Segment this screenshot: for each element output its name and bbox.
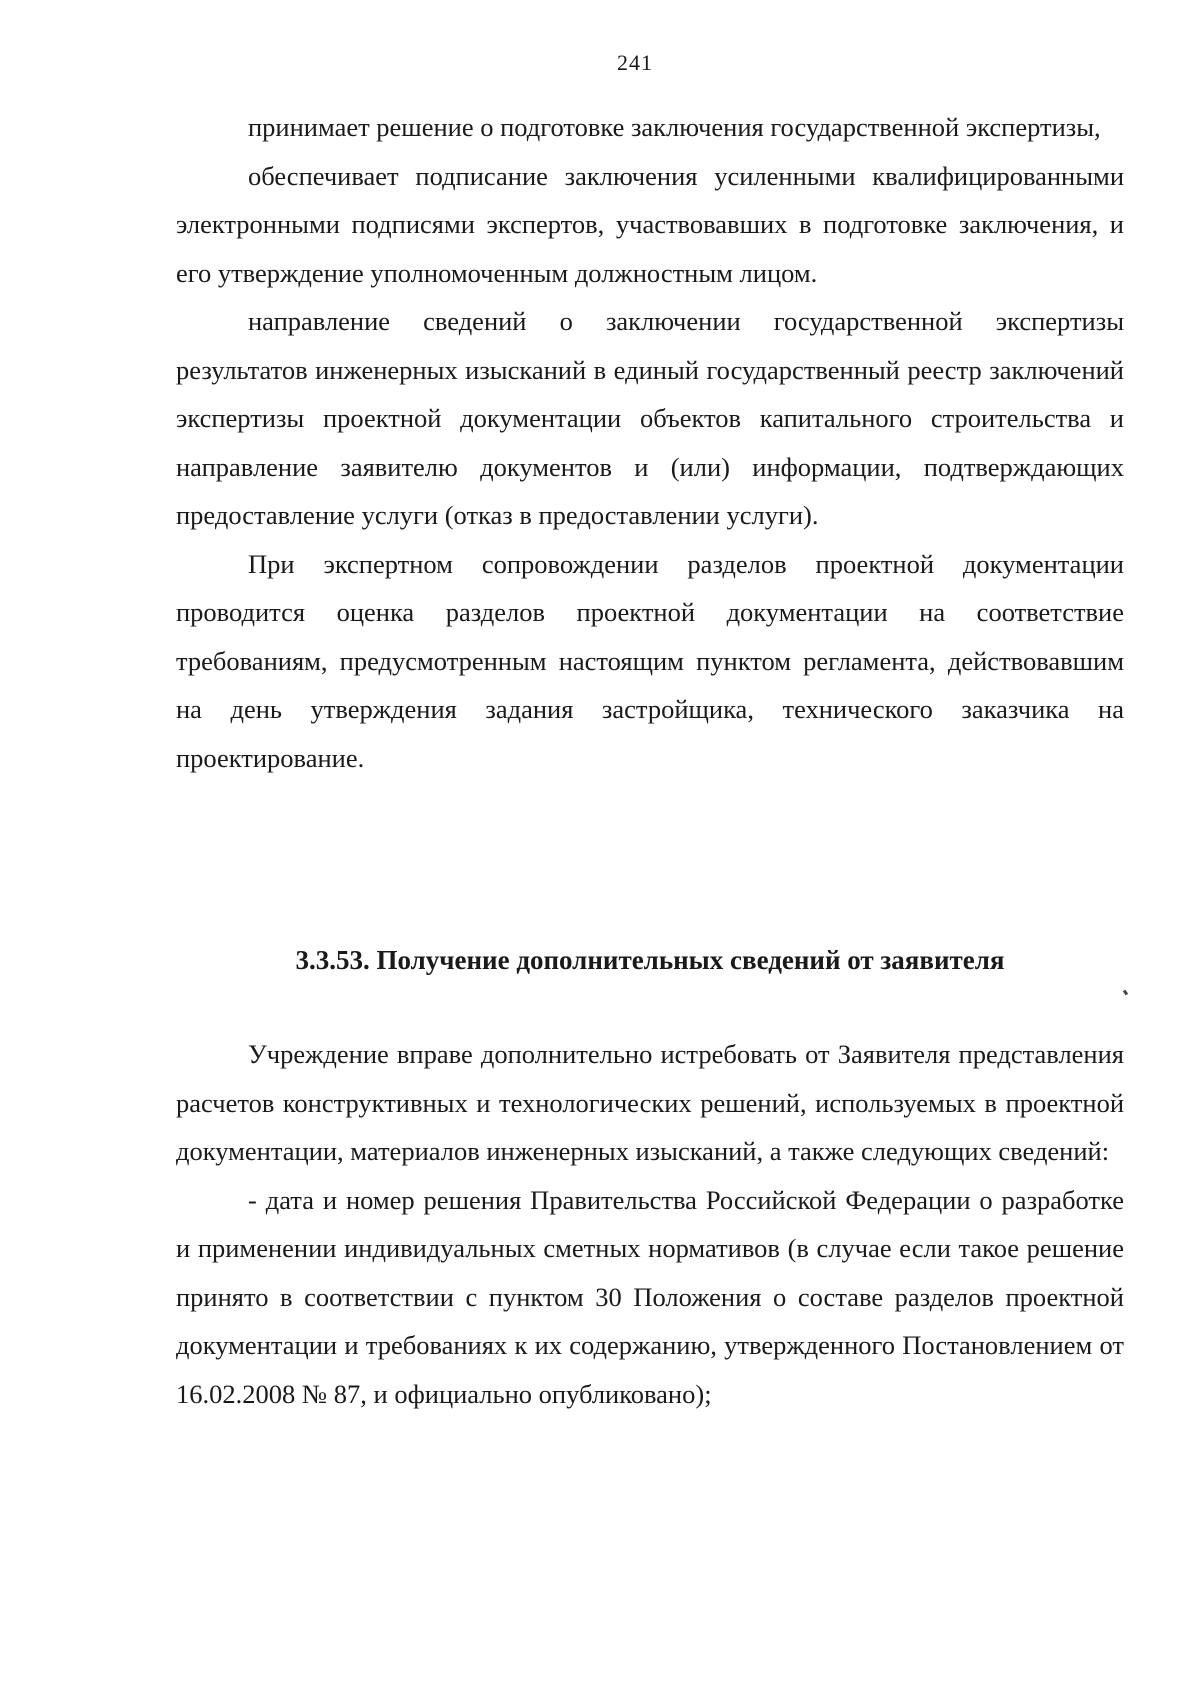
paragraph-registry: направление сведений о заключении государственной экспертизы результатов инженерных изысканий в единый государственный реестр заключений экспертизы проектной документации объектов капитального строительства и направление заявителю документов и (или) информации, подтверждающих предоставление услуги (отказ в предоставлении услуги).: [176, 306, 1124, 530]
page-number: 241: [617, 50, 653, 75]
body-text-top: [176, 103, 1124, 782]
section-heading: 3.3.53. Получение дополнительных сведений от заявителя: [295, 945, 1005, 975]
scan-artifact: [1123, 990, 1128, 996]
paragraph-request: Учреждение вправе дополнительно истребовать от Заявителя представления расчетов конструктивных и технологических решений, используемых в проектной документации, материалов инженерных изысканий, а также следующих сведений:: [176, 1039, 1124, 1166]
list-item-government-decision: - дата и номер решения Правительства Российской Федерации о разработке и применении индивидуальных сметных нормативов (в случае если такое решение принято в соответствии с пунктом 30 Положения о составе разделов проектной документации и требованиях к их содержанию, утвержденного Постановлением от 16.02.2008 № 87, и официально опубликовано);: [176, 1184, 1124, 1409]
paragraph-expert-support: При экспертном сопровождении разделов проектной документации проводится оценка разделов проектной документации на соответствие требованиям, предусмотренным настоящим пунктом регламента, действовавшим на день утверждения задания застройщика, технического заказчика на проектирование.: [176, 548, 1124, 773]
body-text-bottom: [176, 1030, 1124, 1418]
paragraph-decision: принимает решение о подготовке заключения государственной экспертизы,: [248, 112, 1101, 142]
paragraph-signing: обеспечивает подписание заключения усиленными квалифицированными электронными подписями экспертов, участвовавших в подготовке заключения, и его утверждение уполномоченным должностным лицом.: [176, 160, 1124, 288]
